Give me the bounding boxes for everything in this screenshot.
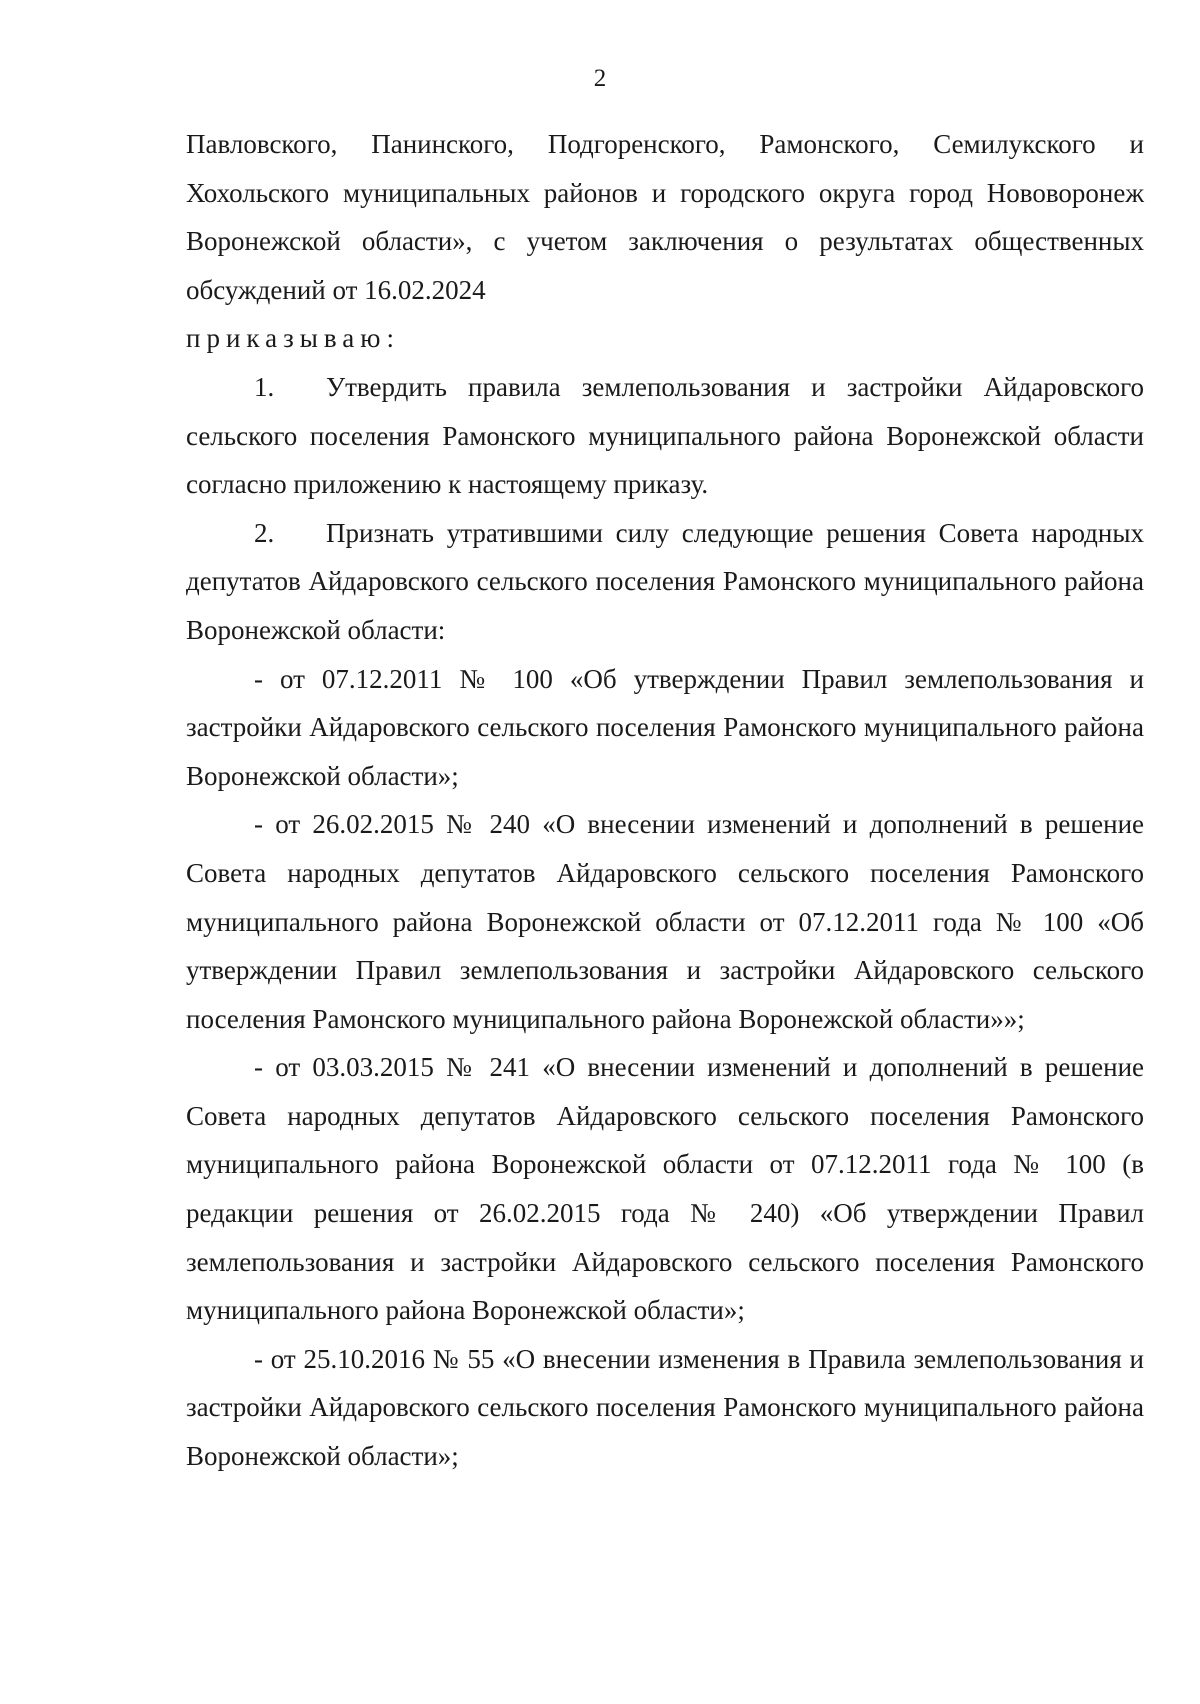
item-1-text: Утвердить правила землепользования и застройки Айдаровского сельского поселения Рамонского муниципального района Воронежской области согласно приложению к настоящему приказу.: [186, 371, 1144, 500]
item-2-text: Признать утратившими силу следующие решения Совета народных депутатов Айдаровского сельского поселения Рамонского муниципального района Воронежской области:: [186, 517, 1144, 645]
page-number: 2: [593, 65, 607, 92]
order-word: приказываю:: [186, 323, 400, 354]
sub-item-1: - от 07.12.2011 № 100 «Об утверждении Правил землепользования и застройки Айдаровского сельского поселения Рамонского муниципального района Воронежской области»;: [186, 663, 1144, 791]
sub-item-3: - от 03.03.2015 № 241 «О внесении изменений и дополнений в решение Совета народных депутатов Айдаровского сельского поселения Рамонского муниципального района Воронежской области от 07.12.2011 года № 100 (в редакции решения от 26.02.2015 года № 240) «Об утверждении Правил землепользования и застройки Айдаровского сельского поселения Рамонского муниципального района Воронежской области»;: [186, 1052, 1144, 1326]
item-1-number: 1.: [254, 371, 275, 402]
sub-item-4: - от 25.10.2016 № 55 «О внесении изменения в Правила землепользования и застройки Айдаровского сельского поселения Рамонского муниципального района Воронежской области»;: [186, 1343, 1144, 1472]
item-1-paragraph: [186, 363, 1144, 509]
item-2-number: 2.: [254, 517, 275, 548]
sub-item-2: - от 26.02.2015 № 240 «О внесении изменений и дополнений в решение Совета народных депутатов Айдаровского сельского поселения Рамонского муниципального района Воронежской области от 07.12.2011 года № 100 «Об утверждении Правил землепользования и застройки Айдаровского сельского поселения Рамонского муниципального района Воронежской области»»;: [186, 809, 1144, 1034]
intro-paragraph: Павловского, Панинского, Подгоренского, Рамонского, Семилукского и Хохольского муниципальных районов и городского округа город Нововоронеж Воронежской области», с учетом заключения о результатах общественных обсуждений от 16.02.2024: [186, 129, 1144, 305]
item-2-paragraph: [186, 509, 1144, 655]
document-body: [186, 120, 1144, 1481]
